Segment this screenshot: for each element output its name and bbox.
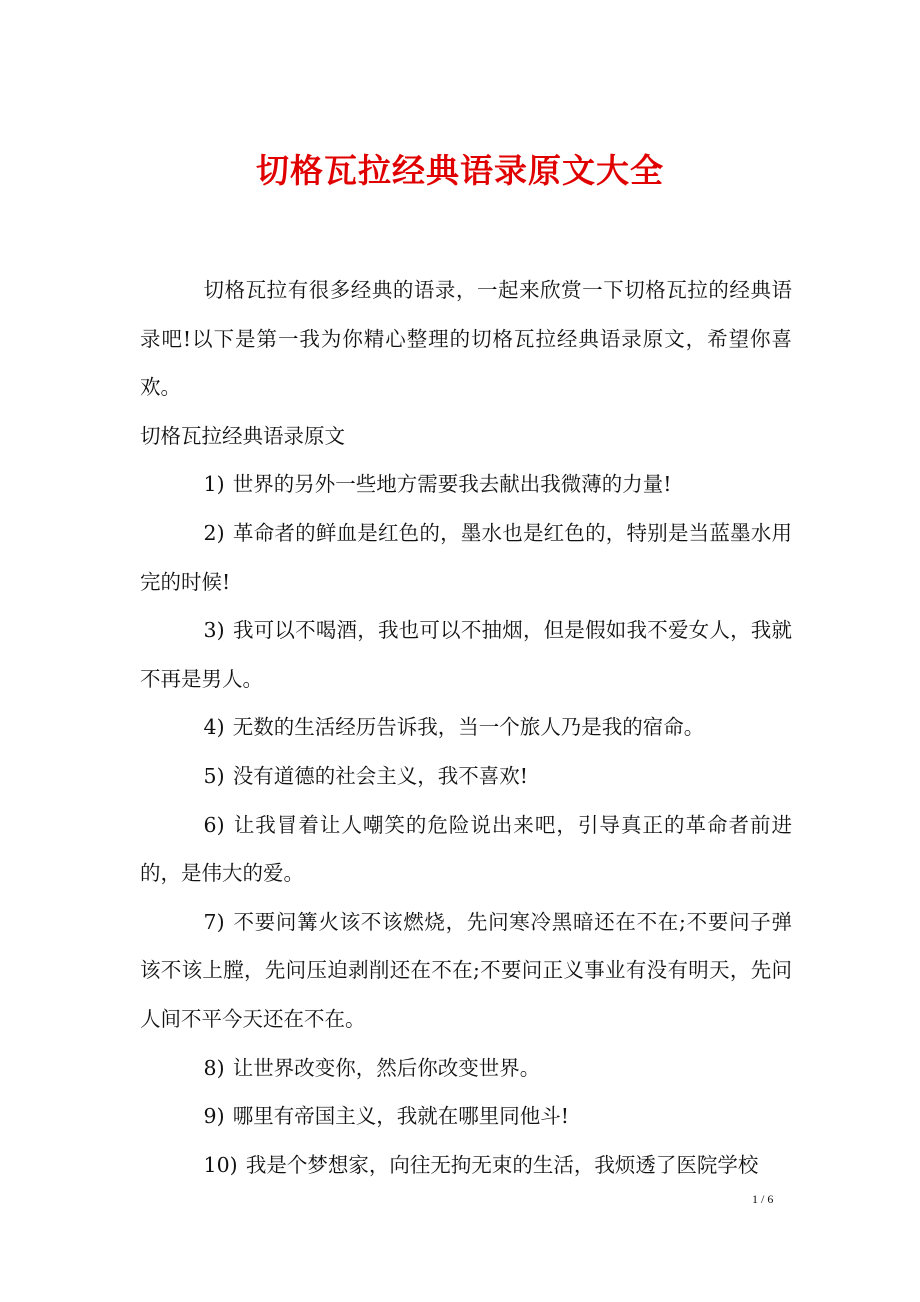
quote-number: 1) <box>203 472 225 497</box>
quote-text: 世界的另外一些地方需要我去献出我微薄的力量! <box>232 472 672 497</box>
quote-text: 哪里有帝国主义，我就在哪里同他斗! <box>232 1104 570 1129</box>
quote-item <box>140 703 792 752</box>
quote-item <box>140 1141 792 1190</box>
quote-list <box>140 460 792 1189</box>
section-heading: 切格瓦拉经典语录原文 <box>140 423 345 448</box>
page-number: 1 / 6 <box>752 1192 774 1206</box>
quote-number: 4) <box>203 715 225 740</box>
quote-text: 我可以不喝酒，我也可以不抽烟，但是假如我不爱女人，我就不再是男人。 <box>140 618 792 691</box>
quote-item <box>140 898 792 1044</box>
quote-text: 无数的生活经历告诉我，当一个旅人乃是我的宿命。 <box>232 715 705 740</box>
quote-text: 革命者的鲜血是红色的，墨水也是红色的，特别是当蓝墨水用完的时候! <box>140 520 792 594</box>
document-title: 切格瓦拉经典语录原文大全 <box>256 151 664 190</box>
intro-paragraph: 切格瓦拉有很多经典的语录，一起来欣赏一下切格瓦拉的经典语录吧!以下是第一我为你精心整理的切格瓦拉经典语录原文，希望你喜欢。 <box>140 278 792 400</box>
quote-item <box>140 752 792 801</box>
document-body <box>140 266 792 1189</box>
quote-item <box>140 801 792 898</box>
quote-item <box>140 1044 792 1093</box>
quote-number: 3) <box>203 618 225 643</box>
quote-text: 我是个梦想家，向往无拘无束的生活，我烦透了医院学校 <box>245 1152 759 1177</box>
quote-number: 10) <box>203 1152 238 1177</box>
quote-number: 7) <box>203 909 225 934</box>
quote-text: 不要问篝火该不该燃烧，先问寒冷黑暗还在不在;不要问子弹该不该上膛，先问压迫剥削还在不在;不要问正义事业有没有明天，先问人间不平今天还在不在。 <box>140 909 792 1031</box>
quote-item <box>140 460 792 509</box>
quote-text: 让世界改变你，然后你改变世界。 <box>232 1055 541 1080</box>
quote-item <box>140 606 792 703</box>
quote-text: 让我冒着让人嘲笑的危险说出来吧，引导真正的革命者前进的，是伟大的爱。 <box>140 812 792 886</box>
quote-number: 5) <box>203 763 225 788</box>
quote-item <box>140 1092 792 1141</box>
quote-number: 8) <box>203 1055 225 1080</box>
quote-text: 没有道德的社会主义，我不喜欢! <box>232 763 529 788</box>
quote-number: 9) <box>203 1104 225 1129</box>
quote-number: 6) <box>203 812 225 837</box>
quote-item <box>140 509 792 606</box>
quote-number: 2) <box>203 520 225 545</box>
